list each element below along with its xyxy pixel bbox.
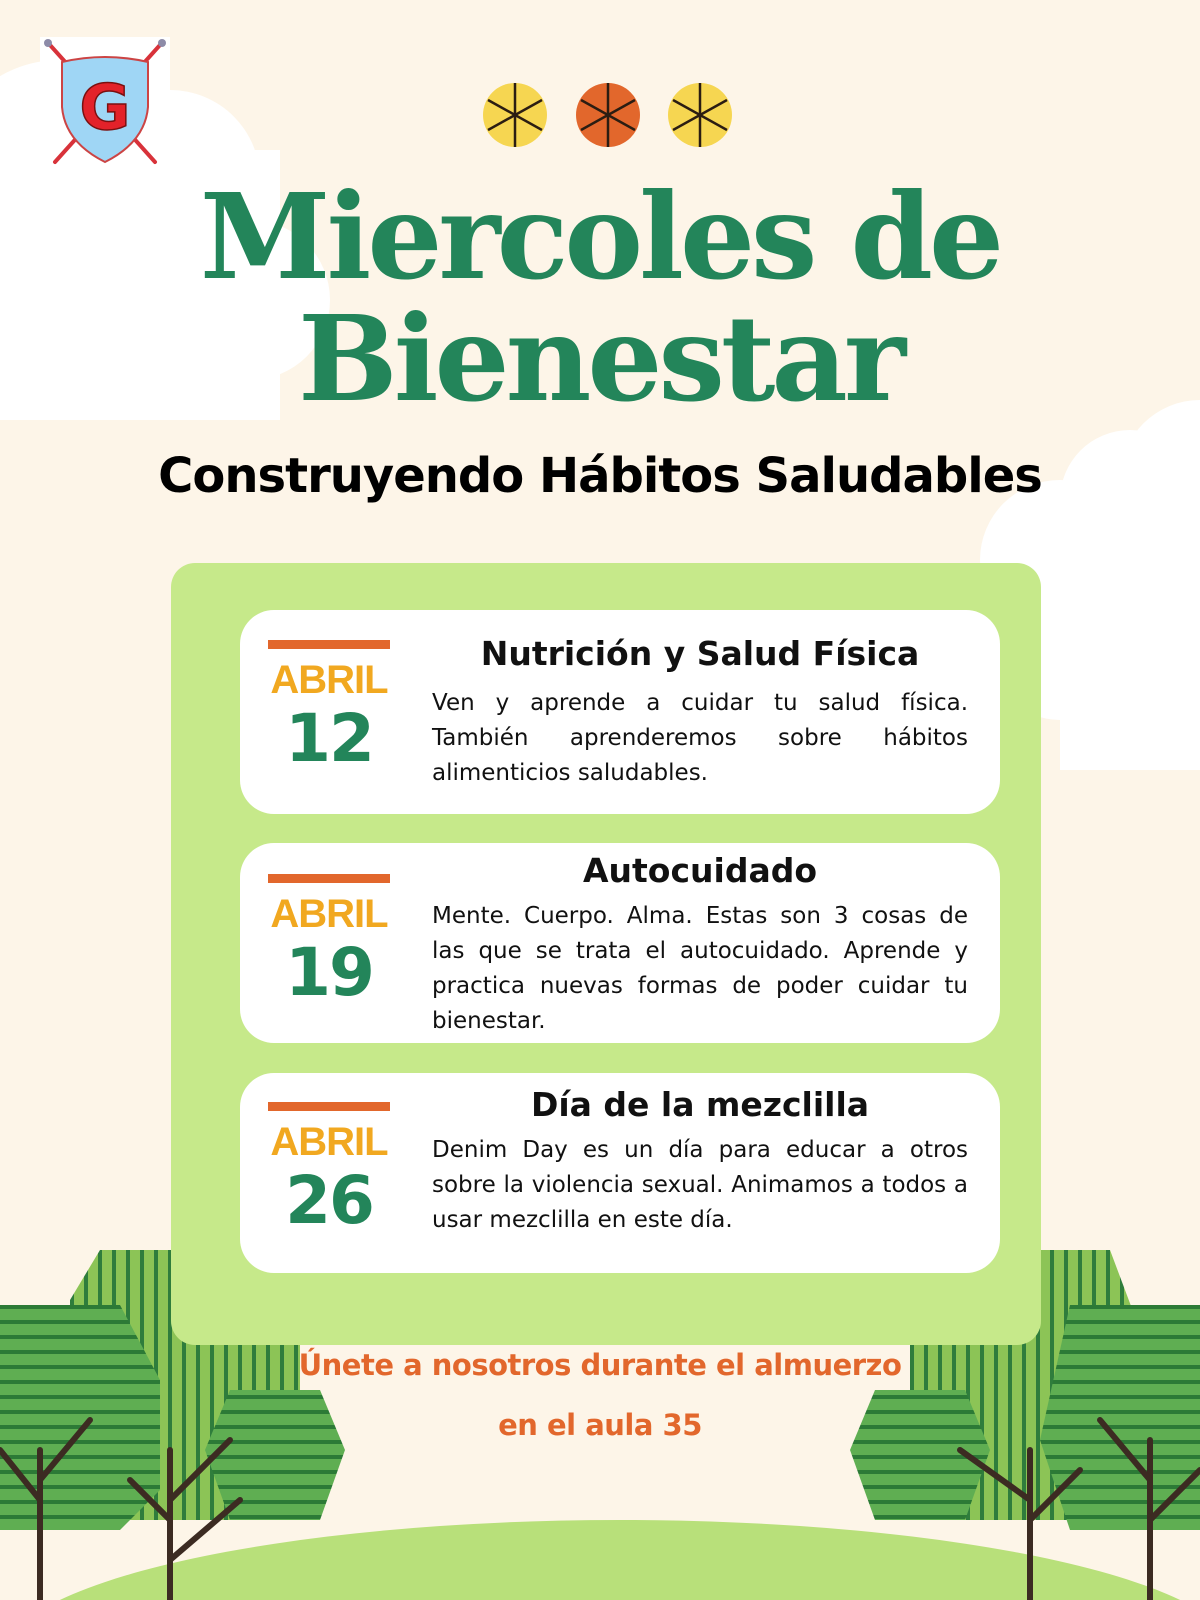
event-title: Día de la mezclilla	[530, 1085, 870, 1124]
date-bar	[268, 640, 390, 649]
event-title: Nutrición y Salud Física	[480, 634, 920, 673]
shield-with-swords-logo-icon	[40, 37, 170, 172]
svg-text:G: G	[79, 71, 131, 144]
event-title: Autocuidado	[582, 851, 818, 890]
event-month: ABRIL	[270, 658, 388, 702]
footer-line1: Únete a nosotros durante el almuerzo	[298, 1348, 902, 1382]
event-card	[240, 1073, 1000, 1273]
page-subtitle: Construyendo Hábitos Saludables	[158, 448, 1042, 504]
event-month: ABRIL	[270, 892, 388, 936]
event-description: Ven y aprende a cuidar tu salud física. También aprenderemos sobre hábitos alimenticios saludables.	[432, 690, 968, 786]
page-title-line1: Miercoles de	[199, 167, 1001, 306]
event-date	[268, 640, 390, 780]
footer-line2: en el aula 35	[498, 1408, 702, 1442]
date-bar	[268, 874, 390, 883]
event-date	[268, 874, 390, 1014]
date-bar	[268, 1102, 390, 1111]
sun-icon	[668, 83, 732, 147]
event-date	[268, 1102, 390, 1242]
event-day: 26	[285, 1162, 373, 1239]
sun-icon	[576, 83, 640, 147]
event-day: 12	[285, 700, 373, 777]
event-description: Mente. Cuerpo. Alma. Estas son 3 cosas de las que se trata el autocuidado. Aprende y practica nuevas formas de poder cuidar tu bienestar.	[432, 903, 968, 1034]
event-card	[240, 610, 1000, 814]
event-description: Denim Day es un día para educar a otros sobre la violencia sexual. Animamos a todos a usar mezclilla en este día.	[432, 1137, 968, 1233]
sun-icon	[483, 83, 547, 147]
event-day: 19	[285, 934, 373, 1011]
event-month: ABRIL	[270, 1120, 388, 1164]
school-logo	[40, 37, 170, 172]
event-card	[240, 843, 1000, 1043]
page-title-line2: Bienestar	[297, 289, 903, 428]
ground-hill	[0, 1520, 1200, 1600]
decorative-suns	[480, 80, 740, 150]
